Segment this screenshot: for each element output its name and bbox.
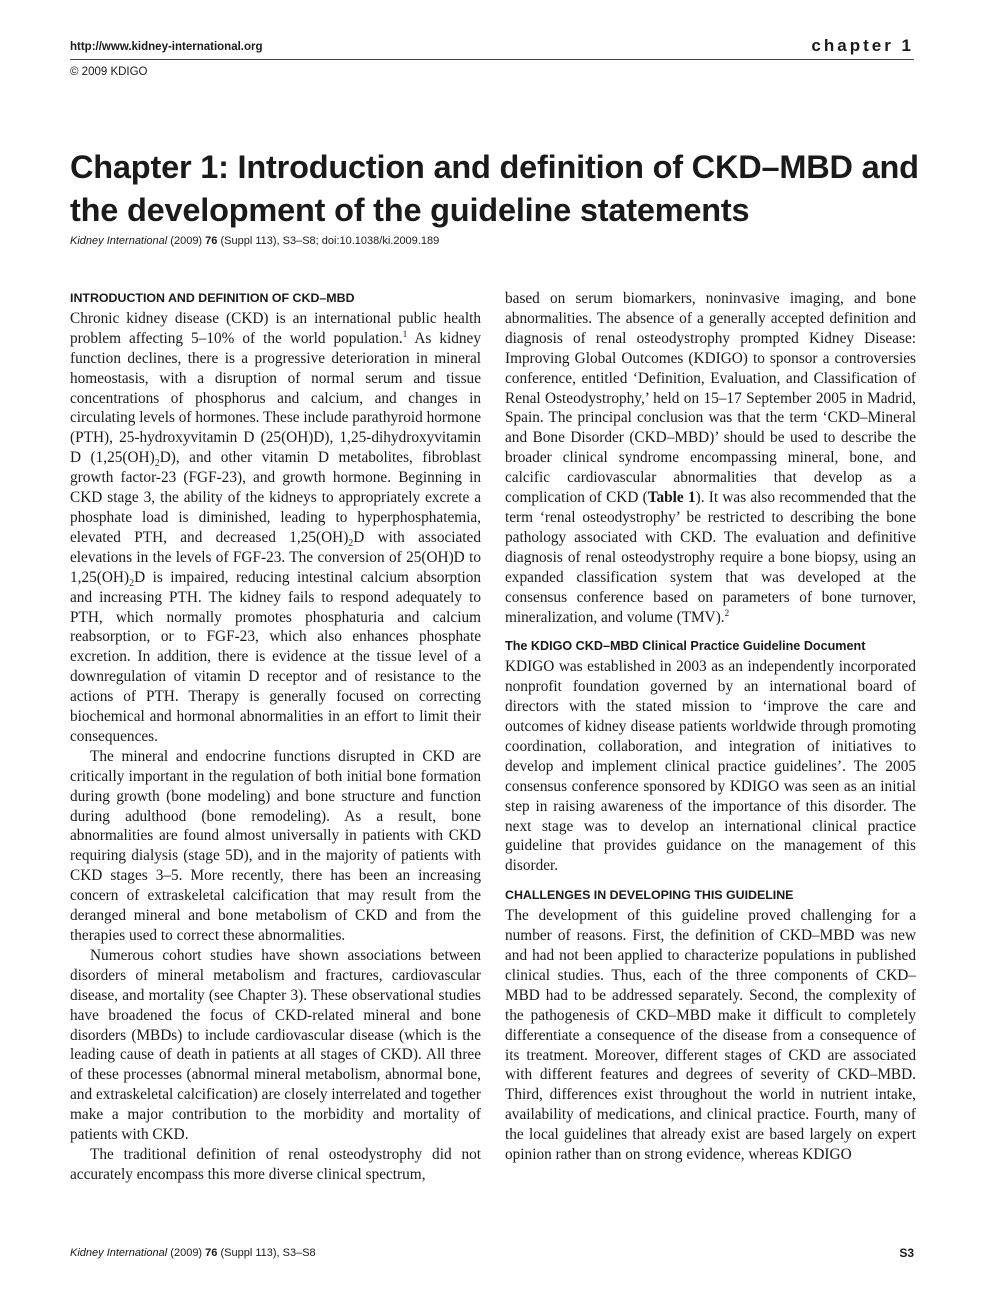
page-number: S3 <box>899 1246 914 1260</box>
section-heading-challenges: CHALLENGES IN DEVELOPING THIS GUIDELINE <box>505 888 794 903</box>
citation-rest: (Suppl 113), S3–S8; doi:10.1038/ki.2009.189 <box>217 235 440 247</box>
header-rule <box>70 59 914 60</box>
copyright: © 2009 KDIGO <box>70 66 148 78</box>
reference-2[interactable]: 2 <box>724 607 730 618</box>
paragraph: The mineral and endocrine functions disrupted in CKD are critically important in the regulation of both initial bone formation during growth (bone modeling) and bone structure and function during adulthood (bone remodeling). As a result, bone abnormalities are found almost universally in patients with CKD requiring dialysis (stage 5D), and in the majority of patients with CKD stages 3–5. More recently, there has been an increasing concern of extraskeletal calcification that may result from the deranged mineral and bone metabolism of CKD and from the therapies used to correct these abnormalities. <box>70 747 481 944</box>
paragraph: The development of this guideline proved challenging for a number of reasons. First, the definition of CKD–MBD was new and had not been applied to characterize populations in published clinical studies. Thus, each of the three components of CKD–MBD had to be addressed separately. Second, the complexity of the pathogenesis of CKD–MBD make it difficult to completely differentiate a consequence of the disease from a consequence of its treatment. Moreover, different stages of CKD are associated with different features and degrees of severity of CKD–MBD. Third, differences exist throughout the world in nutrient intake, availability of medications, and clinical practice. Fourth, many of the local guidelines that already exist are based largely on expert opinion rather than on strong evidence, whereas KDIGO <box>505 907 916 1164</box>
paragraph: Numerous cohort studies have shown associations between disorders of mineral metabolism and fractures, cardiovascular disease, and mortality (see Chapter 3). These observational studies have broadened the focus of CKD-related mineral and bone disorders (MBDs) to include cardiovascular disease (which is the leading cause of death in patients at all stages of CKD). All three of these processes (abnormal mineral metabolism, abnormal bone, and extraskeletal calcification) are closely interrelated and together make a major contribution to the morbidity and mortality of patients with CKD. <box>70 946 481 1144</box>
subsection-heading-guideline-document: The KDIGO CKD–MBD Clinical Practice Guideline Document <box>505 639 866 654</box>
footer-citation: Kidney International (2009) 76 (Suppl 113), S3–S8 <box>70 1247 316 1259</box>
citation-line <box>70 235 439 247</box>
paragraph: The traditional definition of renal osteodystrophy did not accurately encompass this more diverse clinical spectrum, <box>70 1145 481 1183</box>
left-column <box>70 289 481 1185</box>
paragraph: KDIGO was established in 2003 as an independently incorporated nonprofit foundation governed by an international board of directors with the stated mission to ‘improve the care and outcomes of kidney disease patients worldwide through promoting coordination, collaboration, and integration of initiatives to develop and implement clinical practice guidelines’. The 2005 consensus conference sponsored by KDIGO was seen as an initial step in raising awareness of the importance of this disorder. The next stage was to develop an international clinical practice guideline that provides guidance on the management of this disorder. <box>505 658 916 875</box>
paragraph: Chronic kidney disease (CKD) is an international public health problem affecting 5–10% of the world population.$^1$ As kidney function declines, there is a progressive deterioration in mineral homeostasis, with a disruption of normal serum and tissue concentrations of phosphorus and calcium, and changes in circulating levels of hormones. These include parathyroid hormone (PTH), 25-hydroxyvitamin D (25(OH)D), 1,25-dihydroxyvitamin D $(1,25(OH)_2D)$, and other vitamin D metabolites, fibroblast growth factor-23 (FGF-23), and growth hormone. Beginning in CKD stage 3, the ability of the kidneys to appropriately excrete a phosphate load is diminished, leading to hyperphosphatemia, elevated PTH, and decreased $1,25(OH)_2D$ with associated elevations in the levels of FGF-23. The conversion of 25(OH)D to $1,25(OH)_2D$ is impaired, reducing intestinal calcium absorption and increasing PTH. The kidney fails to respond adequately to PTH, which normally promotes phosphaturia and calcium reabsorption, or to FGF-23, which also enhances phosphate excretion. In addition, there is evidence at the tissue level of a downregulation of vitamin D receptor and of resistance to the actions of PTH. Therapy is generally focused on correcting biochemical and hormonal abnormalities in an effort to limit their consequences. <box>70 309 481 745</box>
table-1-link[interactable]: Table 1 <box>647 489 696 507</box>
paragraph: based on serum biomarkers, noninvasive imaging, and bone abnormalities. The absence of a generally accepted definition and diagnosis of renal osteodystrophy prompted Kidney Disease: Improving Global Outcomes (KDIGO) to sponsor a controversies conference, entitled ‘Definition, Evaluation, and Classification of Renal Osteodystrophy,’ held on 15–17 September 2005 in Madrid, Spain. The principal conclusion was that the term ‘CKD–Mineral and Bone Disorder (CKD–MBD)’ should be used to describe the broader clinical syndrome encompassing mineral, bone, and calcific cardiovascular abnormalities that develop as a complication of CKD (Table 1). It was also recommended that the term ‘renal osteodystrophy’ be restricted to describing the bone pathology associated with CKD. The evaluation and definitive diagnosis of renal osteodystrophy require a bone biopsy, using an expanded classification system that was developed at the consensus conference based on parameters of bone turnover, mineralization, and volume (TMV).$^2$ <box>505 290 917 626</box>
article-title: Chapter 1: Introduction and definition of CKD–MBD and the development of the guideline statements <box>70 149 919 228</box>
citation-volume: 76 <box>205 235 218 247</box>
citation-year: (2009) <box>170 235 203 247</box>
journal-url[interactable]: http://www.kidney-international.org <box>70 41 263 53</box>
chapter-tag: chapter 1 <box>811 36 914 55</box>
reference-1[interactable]: 1 <box>402 328 408 339</box>
citation-journal: Kidney International <box>70 235 168 247</box>
right-column <box>505 289 916 1165</box>
section-heading-introduction: INTRODUCTION AND DEFINITION OF CKD–MBD <box>70 291 355 305</box>
